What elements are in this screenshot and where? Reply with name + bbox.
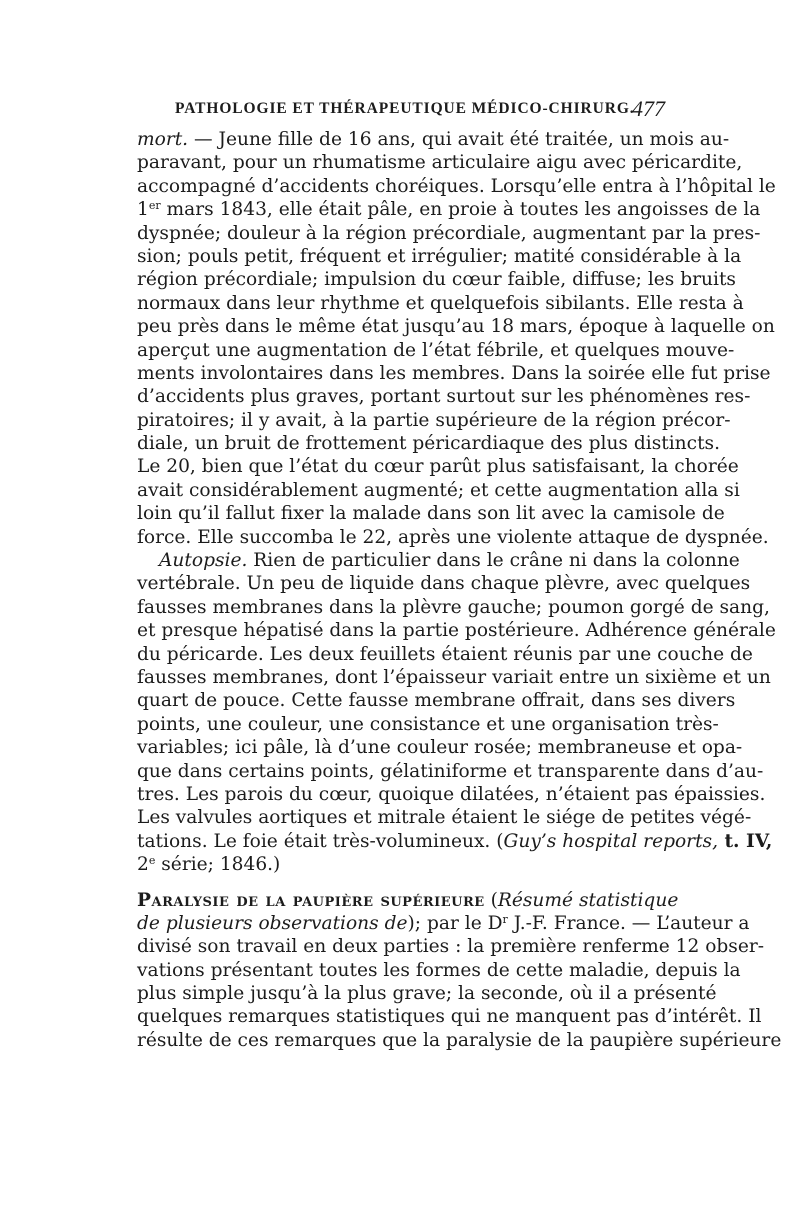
text-line [137,935,765,958]
text-line [137,736,743,759]
text-line [137,479,740,502]
text-line [137,268,736,291]
text-line [137,912,750,935]
text-line [137,198,761,221]
line-text: du péricarde. Les deux feuillets étaient réunis par une couche de [137,643,753,665]
line-text: diale, un bruit de frottement péricardiaque des plus distincts. [137,433,720,455]
text-line [137,526,769,549]
line-prefix: 1 [137,199,149,221]
body-text [137,128,782,1052]
paralysis-paragraph [137,889,782,1053]
text-line [137,760,764,783]
line-text: vertébrale. Un peu de liquide dans chaque plèvre, avec quelques [137,573,751,595]
text-line [137,596,770,619]
text-line [137,619,776,642]
page-header [175,96,665,122]
text-line [137,128,730,151]
text-line [137,783,766,806]
line-text: normaux dans leur rhythme et quelquefois sibilants. Elle resta à [137,292,744,314]
text-line [137,1005,762,1028]
running-title: PATHOLOGIE ET THÉRAPEUTIQUE MÉDICO-CHIRURG. [175,100,635,117]
italic-lead: de plusieurs observations de [137,912,408,934]
text-line [137,549,740,572]
section-heading: Paralysie de la paupière supérieure [137,889,485,911]
text-line [137,315,775,338]
text-line [137,339,735,362]
line-text: tations. Le foie était très-volumineux. ( [137,830,504,852]
line-text: variables; ici pâle, là d’une couleur rosée; membraneuse et opa- [137,737,743,759]
section-gap [137,877,660,889]
line-text: ( [484,889,498,911]
text-line [137,889,679,912]
text-line [137,689,736,712]
text-line [137,385,751,408]
superscript: r [502,912,508,926]
line-text: tres. Les parois du cœur, quoique dilatées, n’étaient pas épaissies. [137,783,766,805]
line-text: quart de pouce. Cette fausse membrane offrait, dans ses divers [137,690,736,712]
italic-lead: mort. [137,129,189,150]
text-line [137,362,771,385]
line-text: Le 20, bien que l’état du cœur parût plus satisfaisant, la chorée [137,456,739,478]
italic-citation: Résumé statistique [497,889,679,911]
text-line [137,830,773,853]
line-text: mars 1843, elle était pâle, en proie à toutes les angoisses de la [160,199,761,221]
line-text: résulte de ces remarques que la paralysie de la paupière supérieure [137,1029,782,1051]
italic-citation: Guy’s hospital reports, [503,830,718,852]
line-text: et presque hépatisé dans la partie postérieure. Adhérence générale [137,620,776,642]
text-line [137,175,776,198]
text-line [137,666,771,689]
line-text: peu près dans le même état jusqu’au 18 mars, époque à laquelle on [137,316,775,338]
line-text: loin qu’il fallut fixer la malade dans son lit avec la camisole de [137,503,725,525]
text-line [137,502,725,525]
line-text: ); par le D [407,912,503,934]
superscript: e [148,854,156,868]
text-line [137,292,744,315]
line-text: points, une couleur, une consistance et une organisation très- [137,713,719,735]
text-line [137,982,717,1005]
line-text: plus simple jusqu’à la plus grave; la seconde, où il a présenté [137,983,717,1005]
line-text: 2 [137,854,149,876]
text-line [137,959,741,982]
line-text: fausses membranes, dont l’épaisseur variait entre un sixième et un [137,666,771,688]
line-text: dyspnée; douleur à la région précordiale, augmentant par la pres- [137,222,761,244]
line-text: que dans certains points, gélatiniforme et transparente dans d’au- [137,760,764,782]
line-text: fausses membranes dans la plèvre gauche; poumon gorgé de sang, [137,596,770,618]
line-text: accompagné d’accidents choréiques. Lorsqu’elle entra à l’hôpital le [137,175,776,197]
text-line [137,455,739,478]
superscript: er [148,199,161,213]
text-line [137,713,719,736]
line-text: d’accidents plus graves, portant surtout sur les phénomènes res- [137,386,751,408]
line-text-after: J.-F. France. — L’auteur a [507,912,750,934]
line-text-after: série; 1846.) [155,854,281,876]
text-line [137,151,743,174]
line-text: divisé son travail en deux parties : la première renferme 12 obser- [137,936,765,958]
text-line [137,853,660,876]
line-text: — Jeune fille de 16 ans, qui avait été traitée, un mois au- [188,129,730,150]
line-text: ments involontaires dans les membres. Dans la soirée elle fut prise [137,362,771,384]
line-text: région précordiale; impulsion du cœur faible, diffuse; les bruits [137,269,736,291]
citation-tail: t. IV, [718,830,773,852]
page-number: 477 [632,96,665,121]
line-text: aperçut une augmentation de l’état fébrile, et quelques mouve- [137,339,735,361]
line-text: sion; pouls petit, fréquent et irrégulier; matité considérable à la [137,245,742,267]
line-text: vations présentant toutes les formes de cette maladie, depuis la [137,959,741,981]
text-line [137,432,720,455]
line-text: piratoires; il y avait, à la partie supérieure de la région précor- [137,409,731,431]
line-text: quelques remarques statistiques qui ne manquent pas d’intérêt. Il [137,1006,762,1028]
line-text: Les valvules aortiques et mitrale étaient le siége de petites végé- [137,807,752,829]
text-line [137,222,761,245]
text-line [137,806,752,829]
text-line [137,245,742,268]
line-text: avait considérablement augmenté; et cette augmentation alla si [137,479,740,501]
text-line [137,409,731,432]
italic-lead: Autopsie. [159,550,248,572]
line-text: Rien de particulier dans le crâne ni dans la colonne [247,550,740,572]
text-line [137,643,753,666]
line-text: paravant, pour un rhumatisme articulaire aigu avec péricardite, [137,152,743,174]
text-line [137,1029,782,1052]
line-text: force. Elle succomba le 22, après une violente attaque de dyspnée. [137,526,769,548]
text-line [137,572,751,595]
case-paragraph [137,128,776,549]
autopsy-paragraph [137,549,776,876]
